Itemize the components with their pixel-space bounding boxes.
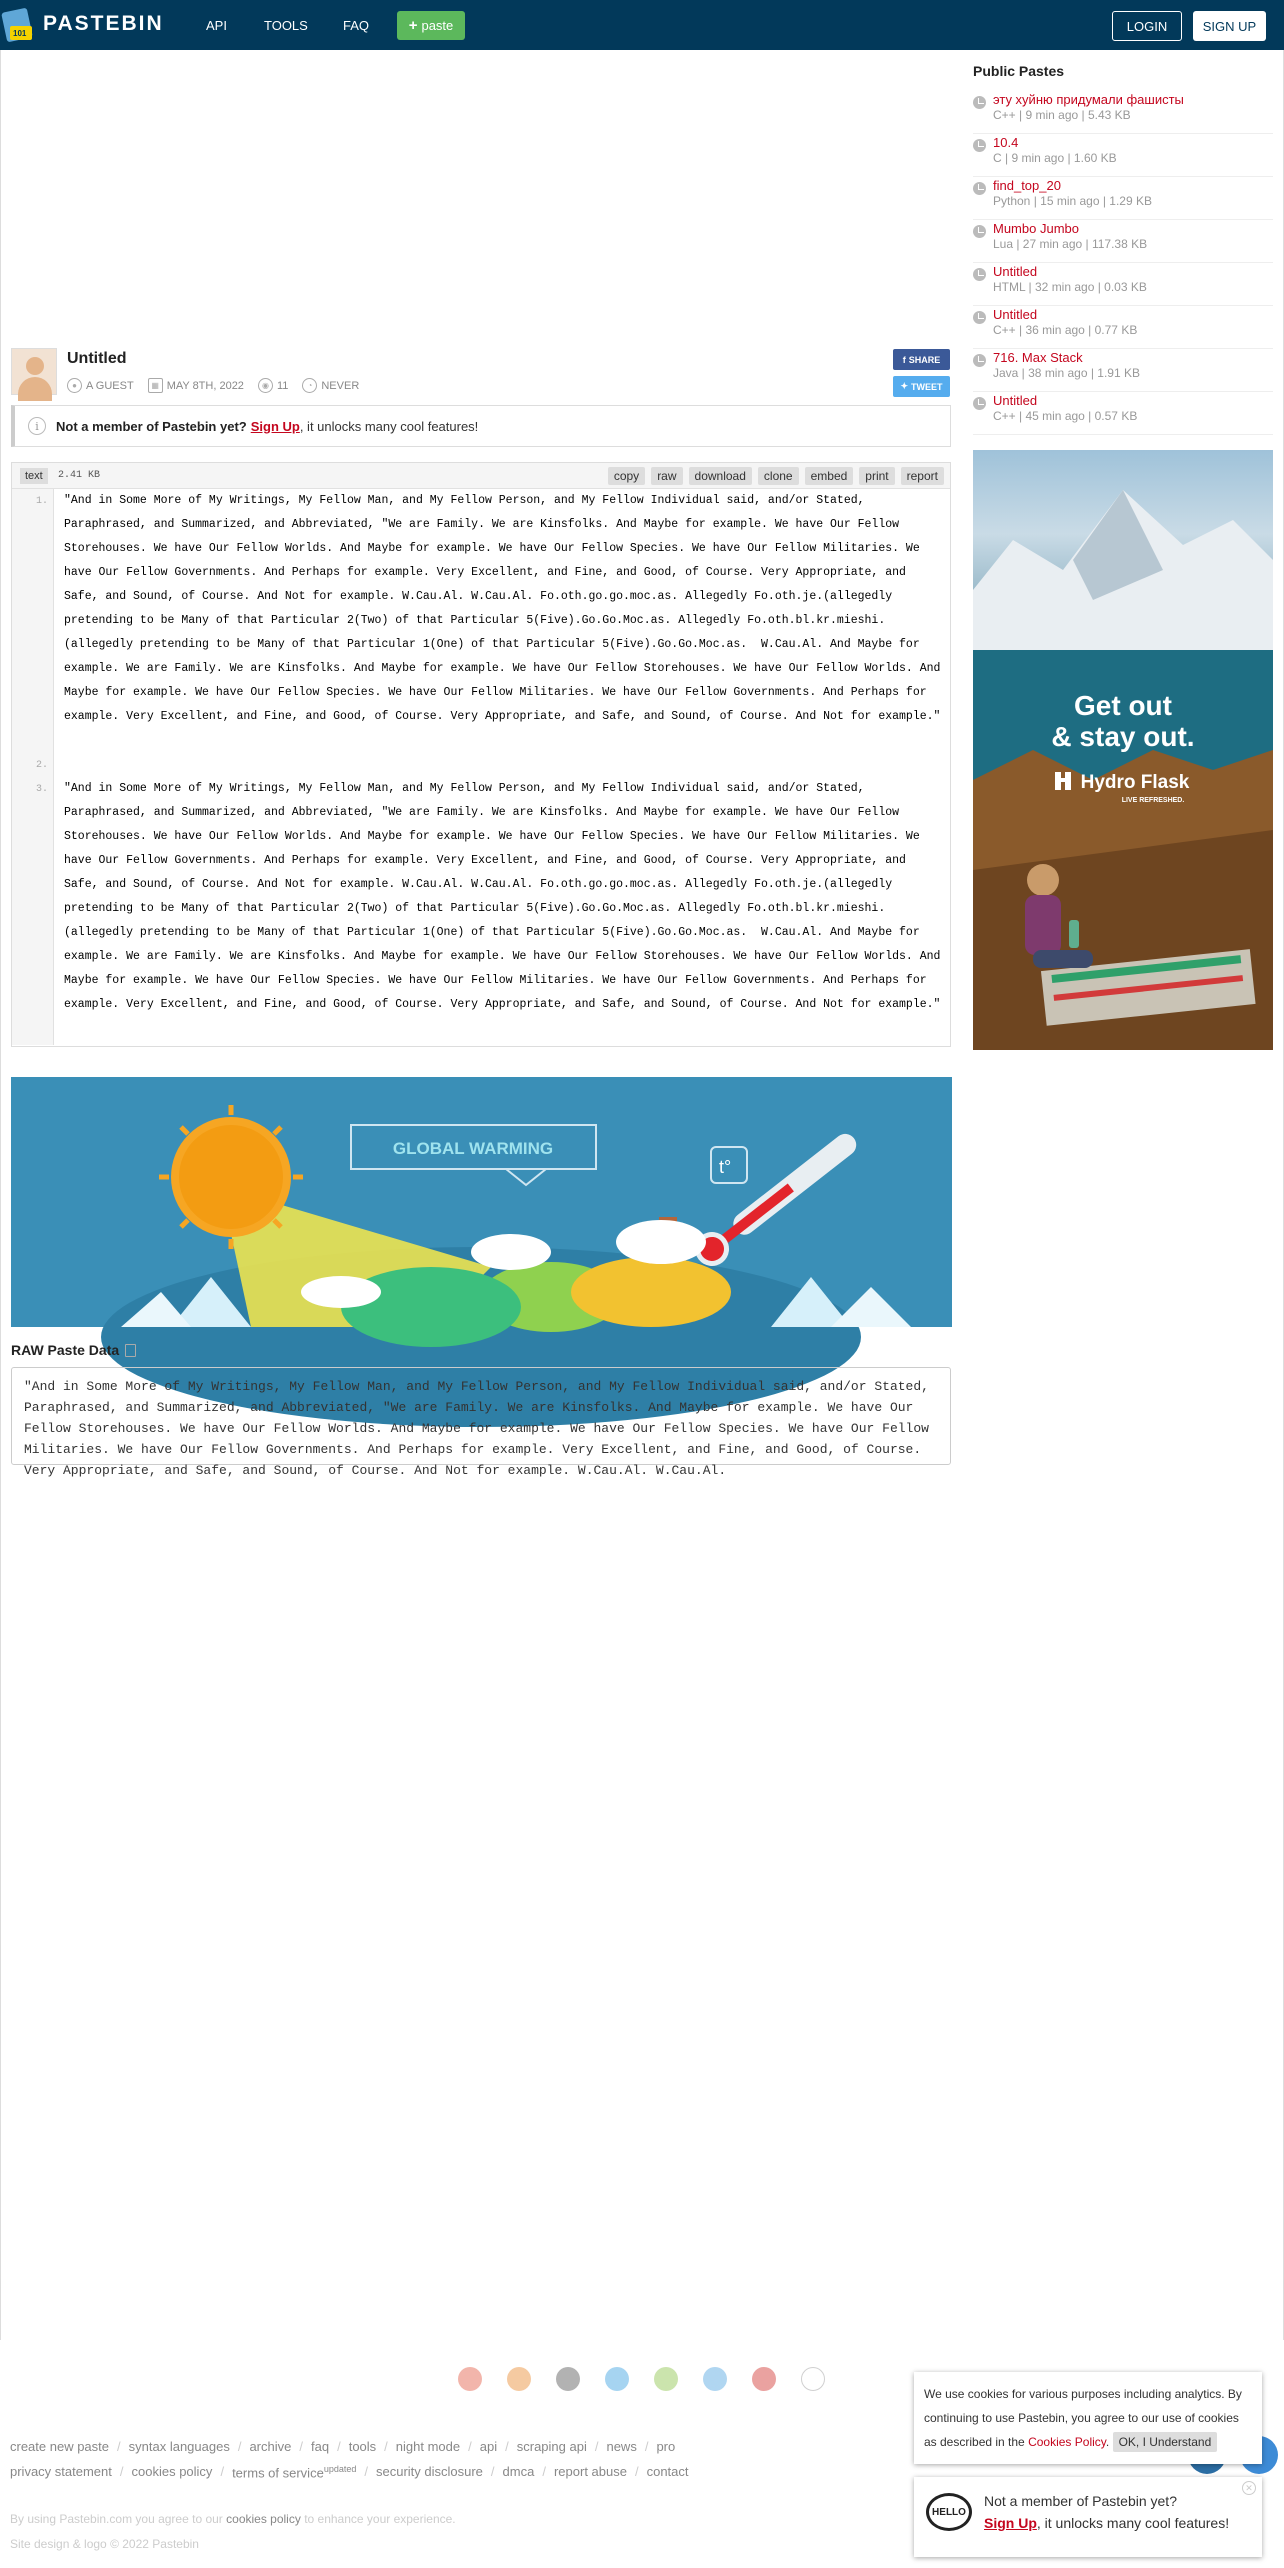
clock-icon bbox=[973, 354, 986, 367]
tweet-label: TWEET bbox=[911, 381, 943, 392]
public-paste-item[interactable] bbox=[973, 221, 1273, 263]
logo-text: PASTEBIN bbox=[43, 12, 164, 35]
pastebin-logo[interactable] bbox=[2, 4, 164, 44]
public-paste-meta: Lua | 27 min ago | 117.38 KB bbox=[993, 237, 1148, 251]
banner-temp-icon: t° bbox=[719, 1157, 732, 1177]
footer-link[interactable]: dmca bbox=[502, 2464, 535, 2479]
line-number: 3. bbox=[35, 784, 48, 795]
guest-avatar bbox=[11, 348, 57, 395]
footer-cookies-policy-link[interactable]: cookies policy bbox=[226, 2512, 301, 2526]
raw-paste-label: RAW Paste Data bbox=[11, 1342, 120, 1358]
close-icon[interactable]: ✕ bbox=[1242, 2481, 1256, 2495]
app-icons bbox=[458, 2367, 825, 2391]
public-paste-meta: C++ | 45 min ago | 0.57 KB bbox=[993, 409, 1138, 423]
footer-link[interactable] bbox=[232, 2464, 356, 2480]
footer-links-row1: create new paste / syntax languages / archive / faq / tools / night mode / api / scraping api / news / pro bbox=[10, 2439, 676, 2454]
footer-link[interactable]: news bbox=[606, 2439, 637, 2454]
public-paste-item[interactable] bbox=[973, 307, 1273, 349]
print-button[interactable]: print bbox=[859, 467, 894, 485]
info-icon: i bbox=[28, 417, 46, 435]
ad-line2: & stay out. bbox=[1051, 721, 1195, 752]
footer-link[interactable]: night mode bbox=[395, 2439, 461, 2454]
paste-meta bbox=[67, 378, 373, 393]
tweet-button[interactable] bbox=[893, 376, 950, 397]
cookie-banner: We use cookies for various purposes including analytics. By continuing to use Pastebin, you agree to our use of cookies as described in the Cookies Policy. OK, I Understand bbox=[914, 2372, 1262, 2464]
twitter-icon: ✦ bbox=[900, 381, 909, 391]
notice-rest: , it unlocks many cool features! bbox=[299, 418, 479, 434]
public-pastes-heading: Public Pastes bbox=[973, 63, 1065, 79]
footer-link[interactable]: scraping api bbox=[516, 2439, 587, 2454]
public-paste-title[interactable]: Mumbo Jumbo bbox=[993, 221, 1079, 236]
notice-signup-link[interactable]: Sign Up bbox=[250, 418, 300, 434]
clock-icon bbox=[973, 96, 986, 109]
code-toolbar bbox=[12, 463, 950, 489]
code-actions bbox=[608, 467, 944, 485]
cookie-policy-link[interactable]: Cookies Policy bbox=[1028, 2435, 1106, 2449]
raw-button[interactable]: raw bbox=[651, 467, 682, 485]
public-paste-meta: C++ | 36 min ago | 0.77 KB bbox=[993, 323, 1138, 337]
top-navbar bbox=[0, 0, 1284, 50]
clock-icon bbox=[973, 311, 986, 324]
plus-icon: + bbox=[408, 17, 418, 34]
cookie-text: We use cookies for various purposes including analytics. By continuing to use Pastebin, you agree to our use of cookies as described in the bbox=[924, 2387, 1242, 2449]
banner-title: GLOBAL WARMING bbox=[392, 1139, 554, 1158]
opera-icon[interactable] bbox=[752, 2367, 776, 2391]
hydro-flask-ad[interactable] bbox=[973, 450, 1273, 1050]
eye-icon: ◉ bbox=[258, 378, 273, 393]
hello-icon: HELLO bbox=[926, 2493, 972, 2531]
paste-title: Untitled bbox=[67, 350, 127, 367]
footer-copy1-b: to enhance your experience. bbox=[304, 2512, 456, 2526]
clock-icon bbox=[973, 397, 986, 410]
line-text: "And in Some More of My Writings, My Fellow Man, and My Fellow Person, and My Fellow Individual said, and/or Stated, Paraphrased, and Summarized, and Abbreviated, "We are Family. We are Kinsfolks. And Maybe for example. We have Our Fellow Storehouses. We have Our Fellow Worlds. And Maybe for example. We have Our Fellow Species. We have Our Fellow Militaries. We have Our Fellow Governments. And Perhaps for example. Very Excellent, and Fine, and Good, of Course. Very Appropriate, and Safe, and Sound, of Course. And Not for example. W.Cau.Al. W.Cau.Al. Fo.oth.go.go.moc.as. Allegedly Fo.oth.je.(allegedly pretending to be Many of that Particular 2(Two) of that Particular 5(Five).Go.Go.Moc.as. Allegedly Fo.oth.bl.kr.mieshi.(allegedly pretending to be Many of that Particular 1(One) of that Particular 5(Five).Go.Go.Moc.as. W.Cau.Al. And Maybe for example. We are Family. We are Kinsfolks. And Maybe for example. We have Our Fellow Storehouses. We have Our Fellow Worlds. And Maybe for example. We have Our Fellow Species. We have Our Fellow Militaries. We have Our Fellow Governments. And Perhaps for example. Very Excellent, and Fine, and Good, of Course. Very Appropriate, and Safe, and Sound, of Course. And Not for example." bbox=[64, 782, 948, 1011]
public-paste-item[interactable] bbox=[973, 135, 1273, 177]
public-paste-title[interactable]: 10.4 bbox=[993, 135, 1019, 150]
paste-size: 2.41 KB bbox=[58, 470, 101, 481]
public-paste-item[interactable] bbox=[973, 350, 1273, 392]
public-paste-meta: Java | 38 min ago | 1.91 KB bbox=[993, 366, 1140, 380]
code-box bbox=[11, 462, 951, 1047]
signup-button[interactable]: SIGN UP bbox=[1193, 11, 1266, 41]
tos-label: terms of service bbox=[232, 2465, 324, 2481]
user-icon: ● bbox=[67, 378, 82, 393]
public-paste-item[interactable] bbox=[973, 393, 1273, 435]
footer-link[interactable]: archive bbox=[249, 2439, 292, 2454]
line-number: 1. bbox=[35, 496, 48, 507]
unknown-icon[interactable] bbox=[801, 2367, 825, 2391]
chrome-icon[interactable] bbox=[458, 2367, 482, 2391]
firefox-icon[interactable] bbox=[507, 2367, 531, 2391]
new-paste-label: paste bbox=[421, 18, 454, 33]
windows-icon[interactable] bbox=[605, 2367, 629, 2391]
global-warming-illustration bbox=[11, 1077, 952, 1327]
clock-icon bbox=[973, 225, 986, 238]
cookie-ok-button[interactable]: OK, I Understand bbox=[1113, 2432, 1218, 2452]
popup-rest: , it unlocks many cool features! bbox=[1036, 2515, 1230, 2531]
line-number: 2. bbox=[35, 760, 48, 771]
facebook-share-button[interactable] bbox=[893, 349, 950, 370]
notice-bold: Not a member of Pastebin yet? bbox=[56, 418, 247, 434]
footer-link[interactable]: pro bbox=[656, 2439, 676, 2454]
footer-link[interactable]: api bbox=[479, 2439, 498, 2454]
footer-link[interactable]: create new paste bbox=[10, 2439, 110, 2454]
footer-link[interactable]: faq bbox=[311, 2439, 330, 2454]
public-paste-title[interactable]: find_top_20 bbox=[993, 178, 1061, 193]
footer-link[interactable]: contact bbox=[646, 2464, 689, 2479]
hydro-flask-ad-art bbox=[973, 450, 1273, 1050]
footer-links-row2: privacy statement / cookies policy / terms of service$^{updated}$ / security disclosure / dmca / report abuse / contact bbox=[10, 2464, 689, 2481]
embed-button[interactable]: embed bbox=[805, 467, 854, 485]
footer-copy1-a: By using Pastebin.com you agree to our bbox=[10, 2512, 223, 2526]
public-paste-title[interactable]: Untitled bbox=[993, 307, 1038, 322]
signup-notice bbox=[11, 405, 951, 447]
public-paste-title[interactable]: эту хуйню придумали фашисты bbox=[993, 92, 1184, 107]
footer-link[interactable]: cookies policy bbox=[131, 2464, 213, 2479]
public-paste-item[interactable] bbox=[973, 264, 1273, 306]
facebook-icon: f bbox=[902, 354, 906, 365]
line-text: "And in Some More of My Writings, My Fellow Man, and My Fellow Person, and My Fellow Individual said, and/or Stated, Paraphrased, and Summarized, and Abbreviated, "We are Family. We are Kinsfolks. And Maybe for example. We have Our Fellow Storehouses. We have Our Fellow Worlds. And Maybe for example. We have Our Fellow Species. We have Our Fellow Militaries. We have Our Fellow Governments. And Perhaps for example. Very Excellent, and Fine, and Good, of Course. Very Appropriate, and Safe, and Sound, of Course. And Not for example. W.Cau.Al. W.Cau.Al. Fo.oth.go.go.moc.as. Allegedly Fo.oth.je.(allegedly pretending to be Many of that Particular 2(Two) of that Particular 5(Five).Go.Go.Moc.as. Allegedly Fo.oth.bl.kr.mieshi.(allegedly pretending to be Many of that Particular 1(One) of that Particular 5(Five).Go.Go.Moc.as. W.Cau.Al. And Maybe for example. We are Family. We are Kinsfolks. And Maybe for example. We have Our Fellow Storehouses. We have Our Fellow Worlds. And Maybe for example. We have Our Fellow Species. We have Our Fellow Militaries. We have Our Fellow Governments. And Perhaps for example. Very Excellent, and Fine, and Good, of Course. Very Appropriate, and Safe, and Sound, of Course. And Not for example." bbox=[64, 494, 948, 723]
footer-link[interactable]: syntax languages bbox=[128, 2439, 230, 2454]
popup-line2 bbox=[984, 2515, 1229, 2531]
public-paste-title[interactable]: 716. Max Stack bbox=[993, 350, 1083, 365]
paste-date: MAY 8TH, 2022 bbox=[166, 379, 244, 392]
raw-paste-textarea[interactable]: "And in Some More of My Writings, My Fellow Man, and My Fellow Person, and My Fellow Individual said, and/or Stated, Paraphrased, and Summarized, and Abbreviated, "We are Family. We are Kinsfolks. And Maybe for example. We have Our Fellow Storehouses. We have Our Fellow Worlds. And Maybe for example. We have Our Fellow Species. We have Our Fellow Militaries. We have Our Fellow Governments. And Perhaps for example. Very Excellent, and Fine, and Good, of Course. Very Appropriate, and Safe, and Sound, of Course. And Not for example. W.Cau.Al. W.Cau.Al. bbox=[11, 1367, 951, 1465]
paste-author[interactable]: A GUEST bbox=[86, 379, 134, 392]
signup-popup bbox=[914, 2477, 1262, 2557]
logo-icon: 101 bbox=[2, 4, 36, 44]
public-paste-item[interactable] bbox=[973, 178, 1273, 220]
footer-cookie-note bbox=[10, 2512, 456, 2526]
footer-link[interactable]: tools bbox=[348, 2439, 377, 2454]
paste-expiry: NEVER bbox=[321, 379, 360, 392]
popup-signup-link[interactable]: Sign Up bbox=[984, 2515, 1037, 2531]
public-paste-title[interactable]: Untitled bbox=[993, 264, 1038, 279]
public-paste-meta: C++ | 9 min ago | 5.43 KB bbox=[993, 108, 1131, 122]
nav-api[interactable]: API bbox=[206, 18, 227, 33]
report-button[interactable]: report bbox=[901, 467, 944, 485]
android-icon[interactable] bbox=[654, 2367, 678, 2391]
public-paste-meta: HTML | 32 min ago | 0.03 KB bbox=[993, 280, 1147, 294]
footer-copyright: Site design & logo © 2022 Pastebin bbox=[10, 2537, 199, 2551]
tos-updated-badge: updated bbox=[323, 2464, 357, 2474]
raw-paste-heading bbox=[11, 1342, 136, 1358]
public-paste-meta: Python | 15 min ago | 1.29 KB bbox=[993, 194, 1152, 208]
mac-icon[interactable] bbox=[703, 2367, 727, 2391]
public-paste-meta: C | 9 min ago | 1.60 KB bbox=[993, 151, 1117, 165]
copy-button[interactable]: copy bbox=[608, 467, 645, 485]
clock-icon bbox=[973, 139, 986, 152]
login-button[interactable]: LOGIN bbox=[1112, 11, 1182, 41]
clock-icon bbox=[973, 182, 986, 195]
global-warming-banner[interactable] bbox=[11, 1077, 952, 1327]
ad-line1: Get out bbox=[1074, 690, 1172, 721]
public-paste-title[interactable]: Untitled bbox=[993, 393, 1038, 408]
nav-faq[interactable]: FAQ bbox=[343, 18, 370, 33]
ad-brand: Hydro Flask bbox=[1080, 772, 1190, 793]
footer-link[interactable]: report abuse bbox=[553, 2464, 627, 2479]
clone-button[interactable]: clone bbox=[758, 467, 799, 485]
paste-views: 11 bbox=[276, 379, 289, 392]
footer-link[interactable]: privacy statement bbox=[10, 2464, 112, 2479]
ad-tagline: LIVE REFRESHED. bbox=[1121, 797, 1185, 804]
copy-icon[interactable] bbox=[125, 1344, 136, 1357]
clock-icon bbox=[973, 268, 986, 281]
calendar-icon: ▦ bbox=[148, 378, 163, 393]
share-label: SHARE bbox=[908, 354, 941, 365]
download-button[interactable]: download bbox=[689, 467, 752, 485]
new-paste-button[interactable] bbox=[397, 11, 465, 40]
syntax-badge[interactable]: text bbox=[20, 468, 48, 484]
ios-icon[interactable] bbox=[556, 2367, 580, 2391]
popup-line1: Not a member of Pastebin yet? bbox=[984, 2493, 1177, 2509]
clock-icon: ◔ bbox=[302, 378, 317, 393]
footer-link[interactable]: security disclosure bbox=[375, 2464, 483, 2479]
public-paste-item[interactable] bbox=[973, 92, 1273, 134]
nav-tools[interactable]: TOOLS bbox=[264, 18, 308, 33]
